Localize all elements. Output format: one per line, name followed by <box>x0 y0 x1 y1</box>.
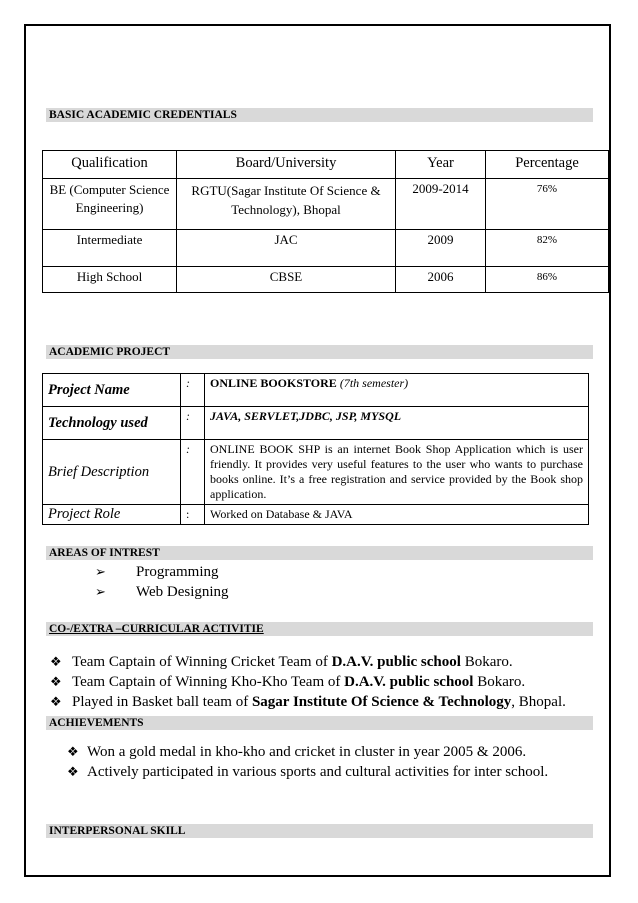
technology-label: Technology used <box>43 407 181 440</box>
list-item-text: Actively participated in various sports and cultural activities for inter school. <box>87 764 549 780</box>
achievements-list <box>67 742 548 782</box>
table-cell: High School <box>43 267 177 293</box>
arrowhead-bullet-icon: ➢ <box>95 584 106 599</box>
table-row <box>43 230 609 267</box>
column-header: Year <box>396 151 486 179</box>
colon: : <box>181 505 205 525</box>
list-item-text: Bokaro. <box>460 654 513 670</box>
list-item <box>67 762 548 782</box>
list-item-bold: D.A.V. public school <box>331 654 461 670</box>
list-item <box>50 652 566 672</box>
table-row <box>43 374 589 407</box>
column-header: Board/University <box>177 151 396 179</box>
list-item-bold: Sagar Institute Of Science & Technology <box>251 694 512 710</box>
table-row <box>43 440 589 505</box>
interest-list <box>95 562 229 602</box>
four-diamond-bullet-icon: ❖ <box>50 654 62 669</box>
project-table <box>42 373 589 525</box>
list-item-text: Won a gold medal in kho-kho and cricket in cluster in year 2005 & 2006. <box>87 744 527 760</box>
list-item-text: Programming <box>136 564 219 580</box>
column-header: Percentage <box>486 151 609 179</box>
table-cell: CBSE <box>177 267 396 293</box>
extra-list <box>50 652 566 712</box>
table-cell: Intermediate <box>43 230 177 267</box>
table-row <box>43 407 589 440</box>
credentials-table <box>42 150 609 293</box>
table-cell: 76% <box>486 179 609 230</box>
list-item-text: Played in Basket ball team of <box>72 694 252 710</box>
table-cell: 82% <box>486 230 609 267</box>
project-name-label: Project Name <box>43 374 181 407</box>
section-academic-project: ACADEMIC PROJECT <box>46 345 593 359</box>
list-item-text: Team Captain of Winning Cricket Team of <box>72 654 332 670</box>
project-name-value <box>205 374 589 407</box>
table-cell: BE (Computer Science Engineering) <box>43 179 177 230</box>
colon: : <box>181 440 205 505</box>
project-name-note: (7th semester) <box>339 376 409 390</box>
table-cell: 86% <box>486 267 609 293</box>
table-cell: JAC <box>177 230 396 267</box>
table-cell: 2006 <box>396 267 486 293</box>
section-areas-of-interest: AREAS OF INTREST <box>46 546 593 560</box>
role-label: Project Role <box>43 505 181 525</box>
four-diamond-bullet-icon: ❖ <box>67 744 79 759</box>
description-value: ONLINE BOOK SHP is an internet Book Shop Application which is user friendly. It provides very useful features to the user who wants to purchase books online. It’s a free registration and service provided by the Book shop application. <box>205 440 589 505</box>
four-diamond-bullet-icon: ❖ <box>50 674 62 689</box>
table-header-row <box>43 151 609 179</box>
section-achievements: ACHIEVEMENTS <box>46 716 593 730</box>
list-item <box>95 562 229 582</box>
list-item <box>95 582 229 602</box>
project-name-text: ONLINE BOOKSTORE <box>210 376 337 390</box>
list-item <box>67 742 548 762</box>
technology-value: JAVA, SERVLET,JDBC, JSP, MYSQL <box>205 407 589 440</box>
list-item-text: , Bhopal. <box>511 694 566 710</box>
table-cell: 2009 <box>396 230 486 267</box>
list-item <box>50 692 566 712</box>
column-header: Qualification <box>43 151 177 179</box>
table-row <box>43 267 609 293</box>
table-cell: RGTU(Sagar Institute Of Science & Technology), Bhopal <box>177 179 396 230</box>
section-basic-credentials: BASIC ACADEMIC CREDENTIALS <box>46 108 593 122</box>
four-diamond-bullet-icon: ❖ <box>50 694 62 709</box>
colon: : <box>181 407 205 440</box>
description-label: Brief Description <box>43 440 181 505</box>
list-item-text: Bokaro. <box>473 674 526 690</box>
list-item <box>50 672 566 692</box>
four-diamond-bullet-icon: ❖ <box>67 764 79 779</box>
table-row <box>43 179 609 230</box>
section-extra-curricular <box>46 622 593 636</box>
role-value: Worked on Database & JAVA <box>205 505 589 525</box>
list-item-text: Team Captain of Winning Kho-Kho Team of <box>72 674 345 690</box>
section-interpersonal-skill: INTERPERSONAL SKILL <box>46 824 593 838</box>
list-item-bold: D.A.V. public school <box>344 674 474 690</box>
table-cell: 2009-2014 <box>396 179 486 230</box>
section-title: CO-/EXTRA –CURRICULAR ACTIVITIE <box>49 623 264 635</box>
colon: : <box>181 374 205 407</box>
table-row <box>43 505 589 525</box>
list-item-text: Web Designing <box>136 584 229 600</box>
arrowhead-bullet-icon: ➢ <box>95 564 106 579</box>
